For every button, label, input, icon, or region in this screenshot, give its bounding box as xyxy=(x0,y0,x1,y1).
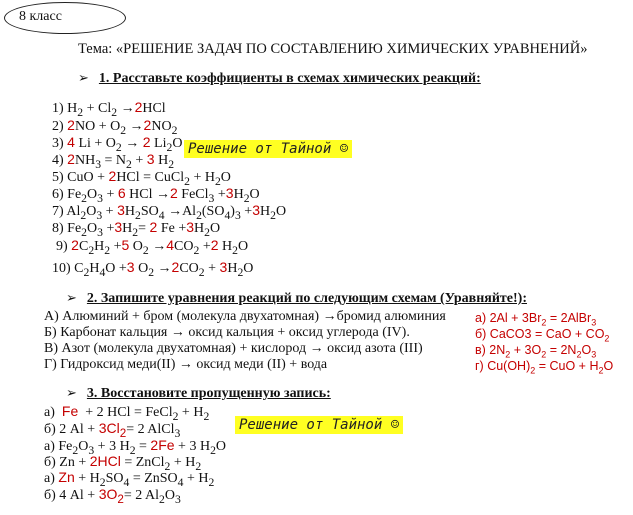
task2-line: А) Алюминий + бром (молекула двухатомная) →бромид алюминия xyxy=(44,309,446,324)
solution-banner: Решение от Тайной ☺ xyxy=(184,140,352,158)
task3-line: а) $Fe_2O_3 + 3$ $H_2 = 2Fe + 3$ $H_2O$ xyxy=(44,437,227,457)
bullet-arrow-icon: ➢ xyxy=(66,290,77,305)
task2-answer-a: а) $2Al + 3Br_2$ = 2AlBr$_3$ xyxy=(475,311,597,328)
task2-answer-d: г) $Cu(OH)_2$ = CuO + $H_2O$ xyxy=(475,359,614,376)
bullet-arrow-icon: ➢ xyxy=(78,70,89,85)
task1-heading-row xyxy=(78,69,481,87)
task1-heading: 1. Расставьте коэффициенты в схемах химических реакций: xyxy=(98,71,481,86)
task3-line: а) Fe + 2 HCl = FeCl$_2$ + $H_2$ xyxy=(44,403,210,423)
task2-heading-row xyxy=(66,289,527,307)
task1-line: 8) $Fe_2O_3 +3H_2= 2$ $Fe +3H_2O$ xyxy=(52,219,221,239)
task1-line: 9) $2C_2H_2 +5$ $O_2 \to 4CO_2 +2$ $H_2O$ xyxy=(56,237,249,257)
task2-answer-b: б) CaCO3 = CaO + $CO_2$ xyxy=(475,327,610,344)
page-title: Тема: «РЕШЕНИЕ ЗАДАЧ ПО СОСТАВЛЕНИЮ ХИМИЧЕСКИХ УРАВНЕНИЙ» xyxy=(78,41,588,57)
task3-heading: 3. Восстановите пропущенную запись: xyxy=(86,386,331,401)
bullet-arrow-icon: ➢ xyxy=(66,385,77,400)
grade-label: 8 класс xyxy=(19,9,62,24)
task1-line: 6) $Fe_2O_3 + 6$ HCl →2 FeCl$_3$ $+3H_2O$ xyxy=(52,185,260,205)
solution-banner: Решение от Тайной ☺ xyxy=(235,416,403,434)
task1-line: 10) $C_2H_4O +3$ $O_2 \to 2CO_2 + 3H_2O$ xyxy=(52,259,254,279)
task3-line: б) Zn + 2HCl = ZnCl$_2$ + $H_2$ xyxy=(44,453,202,473)
task3-line: а) $Zn + H_2SO_4$ = ZnSO$_4$ + $H_2$ xyxy=(44,469,215,489)
task1-line: 1) $H_2 + Cl_2 \to 2HCl$ xyxy=(52,99,166,119)
task2-line: Б) Карбонат кальция → оксид кальция + оксид углерода (IV). xyxy=(44,325,410,340)
task3-heading-row xyxy=(66,384,331,402)
task1-line: 5) CuO + 2HCl = CuCl$_2$ + $H_2O$ xyxy=(52,168,231,188)
task1-line: 2) $2NO + O_2 \to 2NO_2$ xyxy=(52,117,178,137)
task3-line: б) 4 $Al + 3O_2= 2$ $Al_2O_3$ xyxy=(44,486,181,506)
grade-oval xyxy=(4,2,126,34)
task2-line: Г) Гидроксид меди(II) → оксид меди (II) + вода xyxy=(44,357,328,372)
task2-heading: 2. Запишите уравнения реакций по следующим схемам (Уравняйте!): xyxy=(86,291,527,306)
task3-line: б) 2 $Al + 3Cl_2= 2$ AlCl$_3$ xyxy=(44,420,181,440)
task1-line: 4) $2NH_3 = N_2 + 3$ $H_2$ xyxy=(52,151,175,171)
task2-answer-c: в) $2N_2 + 3O_2 = 2N_2O_3$ xyxy=(475,343,597,360)
task2-line: В) Азот (молекула двухатомная) + кислород → оксид азота (III) xyxy=(44,341,423,356)
task1-line: 3) 4 $Li + O_2 \to 2$ $Li_2O$ xyxy=(52,134,183,154)
task1-line: 7) $Al_2O_3 + 3H_2SO_4 \to Al_2(SO_4)_3 +3H_2O$ xyxy=(52,202,287,222)
